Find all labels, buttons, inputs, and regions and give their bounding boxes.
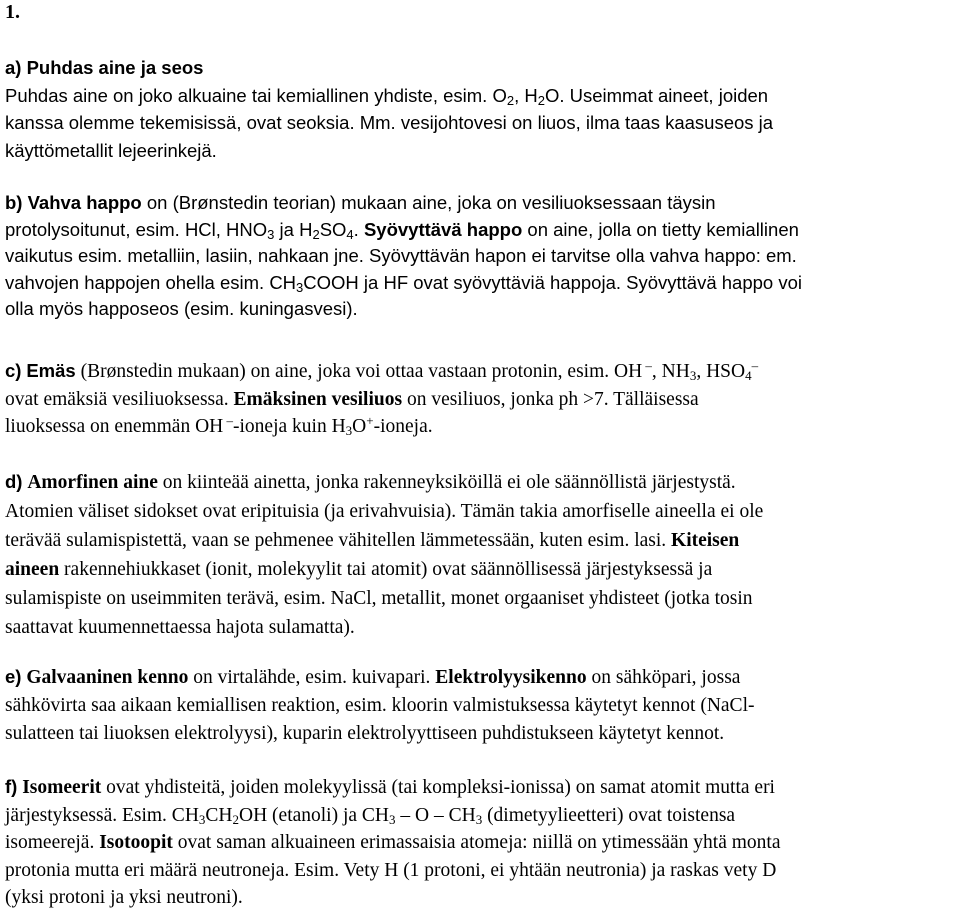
text: O. Useimmat aineet, joiden bbox=[544, 84, 769, 106]
superscript: + bbox=[366, 413, 374, 428]
text: ovat emäksiä vesiliuoksessa. bbox=[5, 388, 234, 410]
text: -ioneja. bbox=[373, 416, 433, 437]
section-a-line-3: käyttömetallit lejeerinkejä. bbox=[5, 139, 217, 161]
text: ovat saman alkuaineen erimassaisia atomeja: niillä on ytimessään yhtä monta bbox=[172, 832, 781, 853]
text: – O – CH bbox=[395, 804, 476, 826]
section-f-line-4: protonia mutta eri määrä neutroneja. Esim. Vety H (1 protoni, ei yhtään neutronia) ja raskas vety D bbox=[5, 859, 777, 881]
term: Elektrolyysikenno bbox=[435, 667, 587, 688]
term: Kiteisen bbox=[671, 530, 740, 551]
section-b-line-1 bbox=[5, 190, 955, 217]
section-d-line-1 bbox=[5, 467, 955, 497]
section-b bbox=[5, 190, 955, 323]
text: vahvojen happojen ohella esim. CH bbox=[5, 271, 297, 293]
section-label: d) bbox=[5, 471, 23, 492]
text: , HSO bbox=[696, 361, 746, 382]
section-label: e) bbox=[5, 666, 22, 687]
section-label: f) bbox=[5, 776, 18, 797]
section-f-line-5: (yksi protoni ja yksi neutroni). bbox=[5, 887, 243, 908]
section-e-line-1 bbox=[5, 663, 955, 692]
section-e bbox=[5, 663, 955, 748]
section-f-line-3 bbox=[5, 829, 955, 857]
term: Isomeerit bbox=[22, 777, 102, 798]
text: , H bbox=[514, 84, 538, 106]
text: järjestyksessä. Esim. CH bbox=[5, 804, 199, 826]
subscript: 3 bbox=[689, 368, 697, 383]
subscript: 4 bbox=[346, 226, 354, 242]
subscript: 3 bbox=[267, 226, 275, 242]
section-a-title: a) Puhdas aine ja seos bbox=[5, 57, 204, 78]
section-a-line-1 bbox=[5, 82, 955, 110]
term: Isotoopit bbox=[99, 832, 173, 853]
text: on (Brønstedin teorian) mukaan aine, joka on vesiliuoksessaan täysin bbox=[141, 192, 716, 213]
text: terävää sulamispistettä, vaan se pehmenee vähitellen lämmetessään, kuten esim. lasi. bbox=[5, 530, 667, 551]
text: O bbox=[352, 416, 367, 437]
section-a-line-2: kanssa olemme tekemisissä, ovat seoksia. Mm. vesijohtovesi on liuos, ilma taas kaasuseos ja bbox=[5, 112, 774, 133]
text: on aine, jolla on tietty kemiallinen bbox=[522, 218, 799, 240]
section-f-line-1 bbox=[5, 773, 955, 802]
text: on kiinteää ainetta, jonka rakenneyksiköillä ei ole säännöllistä järjestystä. bbox=[157, 472, 736, 493]
text: Puhdas aine on joko alkuaine tai kemiallinen yhdiste, esim. O bbox=[5, 84, 507, 106]
subscript: 3 bbox=[389, 811, 396, 827]
term: Emäksinen vesiliuos bbox=[233, 388, 403, 410]
term: Vahva happo bbox=[27, 192, 142, 213]
section-c-line-1 bbox=[5, 357, 955, 386]
section-c-line-2 bbox=[5, 386, 955, 414]
section-d bbox=[5, 467, 955, 642]
term: Emäs bbox=[26, 360, 76, 381]
term: Amorfinen aine bbox=[27, 472, 158, 493]
text: on vesiliuos, jonka ph >7. Tälläisessa bbox=[402, 388, 699, 410]
subscript: 3 bbox=[198, 811, 206, 827]
question-number: 1. bbox=[5, 1, 20, 23]
text: isomeerejä. bbox=[5, 832, 100, 853]
section-b-line-5: olla myös happoseos (esim. kuningasvesi). bbox=[5, 298, 358, 319]
section-d-line-6: saattavat kuumennettaessa hajota sulamatta). bbox=[5, 617, 355, 638]
text: . bbox=[353, 218, 364, 240]
section-a bbox=[5, 54, 955, 164]
superscript: – bbox=[642, 358, 652, 373]
text: (dimetyylieetteri) ovat toistensa bbox=[482, 804, 736, 826]
section-f-line-2 bbox=[5, 802, 955, 830]
subscript: 3 bbox=[345, 423, 353, 438]
superscript: – bbox=[223, 413, 234, 428]
superscript: – bbox=[751, 358, 759, 373]
text: COOH ja HF ovat syövyttäviä happoja. Syövyttävä happo voi bbox=[303, 271, 802, 293]
section-d-line-2: Atomien väliset sidokset ovat eripituisia (ja erivahvuisia). Tämän takia amorfiselle aineella ei ole bbox=[5, 501, 764, 522]
text: -ioneja kuin H bbox=[233, 416, 346, 437]
section-b-line-4 bbox=[5, 270, 955, 297]
term: aineen bbox=[5, 559, 60, 580]
subscript: 4 bbox=[745, 368, 752, 383]
section-d-line-5: sulamispiste on useimmiten terävä, esim. NaCl, metallit, monet orgaaniset yhdisteet (jotka tosin bbox=[5, 588, 753, 609]
subscript: 2 bbox=[232, 811, 239, 827]
section-d-line-4 bbox=[5, 555, 955, 584]
term: Syövyttävä happo bbox=[363, 218, 523, 240]
text: protolysoitunut, esim. HCl, HNO bbox=[5, 218, 268, 240]
text: ovat yhdisteitä, joiden molekyylissä (tai kompleksi-ionissa) on samat atomit mutta eri bbox=[101, 777, 775, 798]
text: SO bbox=[319, 218, 347, 240]
subscript: 2 bbox=[312, 226, 320, 242]
text: , NH bbox=[651, 361, 690, 382]
text: on virtalähde, esim. kuivapari. bbox=[188, 667, 436, 688]
text: on sähköpari, jossa bbox=[586, 667, 741, 688]
subscript: 3 bbox=[296, 279, 304, 295]
text: OH (etanoli) ja CH bbox=[239, 804, 390, 826]
section-f bbox=[5, 773, 955, 912]
section-label: c) bbox=[5, 360, 22, 381]
section-e-line-3: sulatteen tai liuoksen elektrolyysi), kuparin elektrolyyttiseen puhdistukseen käytetyt kennot. bbox=[5, 723, 725, 744]
text: rakennehiukkaset (ionit, molekyylit tai atomit) ovat säännöllisessä järjestyksessä ja bbox=[59, 559, 713, 580]
text: ja H bbox=[274, 218, 313, 240]
section-d-line-3 bbox=[5, 526, 955, 555]
text: CH bbox=[205, 804, 233, 826]
subscript: 2 bbox=[537, 92, 545, 108]
text: liuoksessa on enemmän OH bbox=[5, 416, 224, 437]
section-c bbox=[5, 357, 955, 441]
subscript: 2 bbox=[506, 92, 515, 108]
section-b-line-2 bbox=[5, 217, 955, 244]
section-label: b) bbox=[5, 192, 23, 213]
text: (Brønstedin mukaan) on aine, joka voi ottaa vastaan protonin, esim. OH bbox=[75, 361, 643, 382]
section-c-line-3 bbox=[5, 413, 955, 441]
subscript: 3 bbox=[475, 811, 483, 827]
section-e-line-2: sähkövirta saa aikaan kemiallisen reaktion, esim. kloorin valmistuksessa käytetyt kennot (NaCl- bbox=[5, 695, 755, 716]
term: Galvaaninen kenno bbox=[26, 667, 189, 688]
section-b-line-3: vaikutus esim. metalliin, lasiin, nahkaan jne. Syövyttävän hapon ei tarvitse olla vahva happo: em. bbox=[5, 245, 797, 266]
